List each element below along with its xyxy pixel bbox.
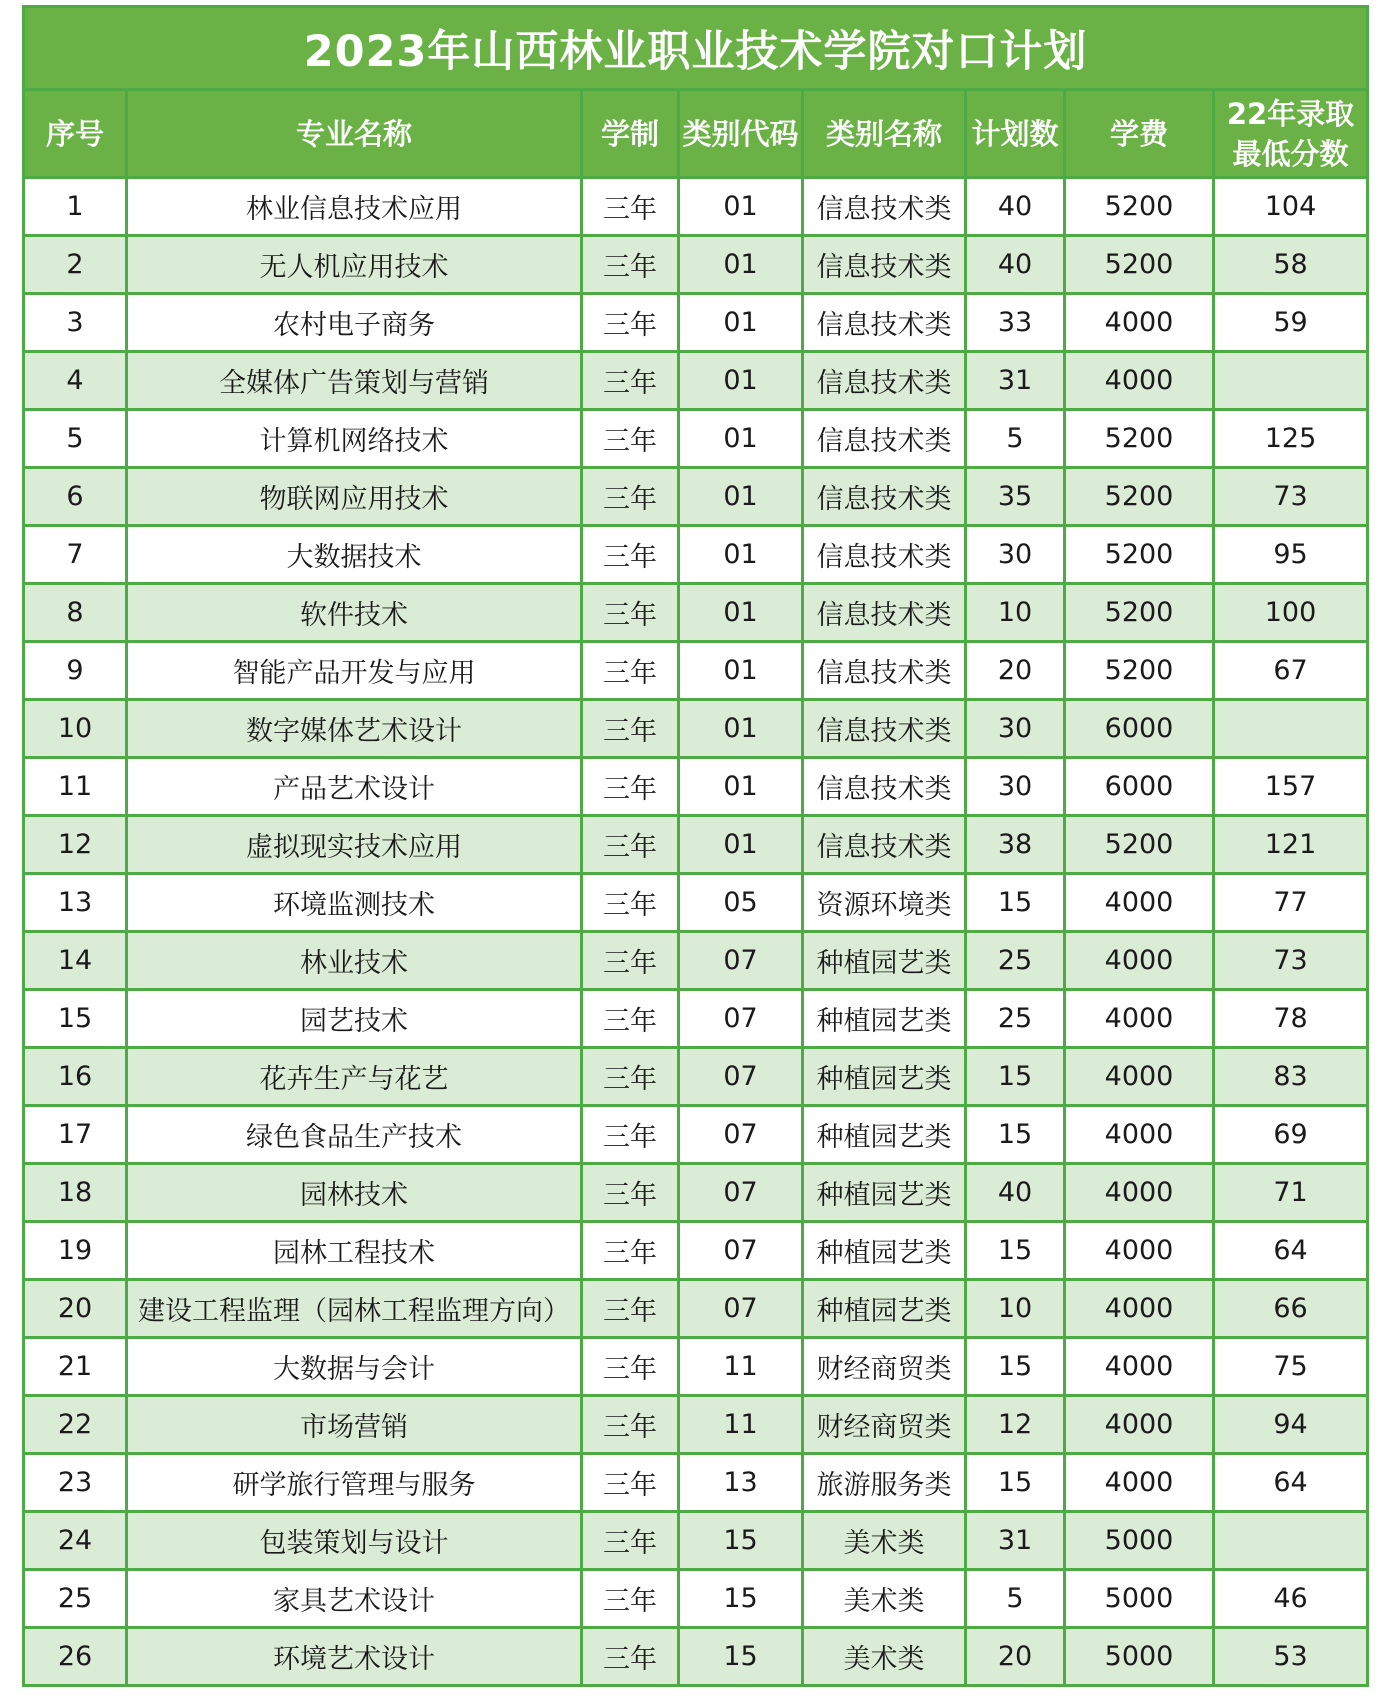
table-row [24,932,1368,990]
table-body [24,178,1368,1686]
cell-plan-count: 15 [966,1048,1065,1106]
cell-index: 23 [24,1454,127,1512]
enrollment-plan-sheet [22,5,1366,1687]
cell-index: 15 [24,990,127,1048]
table-row [24,1396,1368,1454]
cell-category-code: 05 [679,874,803,932]
cell-duration: 三年 [582,468,679,526]
cell-category-name: 美术类 [803,1628,966,1686]
cell-plan-count: 33 [966,294,1065,352]
cell-index: 16 [24,1048,127,1106]
cell-plan-count: 40 [966,178,1065,236]
header-category-code: 类别代码 [679,90,803,178]
cell-major-name: 林业信息技术应用 [127,178,582,236]
cell-plan-count: 15 [966,1338,1065,1396]
cell-category-name: 信息技术类 [803,584,966,642]
cell-plan-count: 30 [966,758,1065,816]
cell-duration: 三年 [582,178,679,236]
cell-index: 1 [24,178,127,236]
cell-index: 9 [24,642,127,700]
cell-min-score: 77 [1214,874,1368,932]
cell-plan-count: 10 [966,584,1065,642]
cell-category-name: 种植园艺类 [803,932,966,990]
cell-duration: 三年 [582,352,679,410]
header-duration: 学制 [582,90,679,178]
cell-min-score: 104 [1214,178,1368,236]
cell-min-score: 73 [1214,468,1368,526]
cell-min-score [1214,352,1368,410]
cell-plan-count: 30 [966,700,1065,758]
cell-category-code: 01 [679,410,803,468]
cell-category-code: 01 [679,584,803,642]
cell-category-name: 信息技术类 [803,526,966,584]
header-index: 序号 [24,90,127,178]
cell-major-name: 包装策划与设计 [127,1512,582,1570]
table-row [24,642,1368,700]
header-row [24,90,1368,178]
cell-min-score: 94 [1214,1396,1368,1454]
cell-min-score: 64 [1214,1454,1368,1512]
cell-major-name: 绿色食品生产技术 [127,1106,582,1164]
cell-plan-count: 31 [966,1512,1065,1570]
cell-tuition: 4000 [1065,1222,1214,1280]
cell-major-name: 产品艺术设计 [127,758,582,816]
cell-plan-count: 20 [966,642,1065,700]
cell-category-name: 美术类 [803,1512,966,1570]
cell-plan-count: 10 [966,1280,1065,1338]
cell-major-name: 花卉生产与花艺 [127,1048,582,1106]
cell-category-code: 11 [679,1396,803,1454]
cell-category-name: 信息技术类 [803,410,966,468]
cell-category-code: 15 [679,1628,803,1686]
header-min-score: 22年录取最低分数 [1214,90,1368,178]
cell-min-score: 100 [1214,584,1368,642]
table-row [24,1222,1368,1280]
cell-duration: 三年 [582,1222,679,1280]
cell-category-name: 信息技术类 [803,468,966,526]
table-title: 2023年山西林业职业技术学院对口计划 [24,7,1368,90]
cell-category-code: 01 [679,468,803,526]
cell-duration: 三年 [582,584,679,642]
cell-tuition: 6000 [1065,700,1214,758]
header-category-name: 类别名称 [803,90,966,178]
cell-tuition: 5200 [1065,178,1214,236]
cell-category-code: 01 [679,700,803,758]
cell-index: 25 [24,1570,127,1628]
cell-major-name: 大数据技术 [127,526,582,584]
cell-category-name: 信息技术类 [803,178,966,236]
cell-index: 14 [24,932,127,990]
table-row [24,236,1368,294]
table-row [24,1280,1368,1338]
cell-min-score: 83 [1214,1048,1368,1106]
cell-major-name: 研学旅行管理与服务 [127,1454,582,1512]
cell-index: 21 [24,1338,127,1396]
cell-major-name: 数字媒体艺术设计 [127,700,582,758]
cell-category-code: 07 [679,1222,803,1280]
cell-category-name: 种植园艺类 [803,1048,966,1106]
cell-duration: 三年 [582,874,679,932]
cell-category-code: 07 [679,932,803,990]
table-row [24,1338,1368,1396]
cell-major-name: 环境监测技术 [127,874,582,932]
table-row [24,1048,1368,1106]
cell-tuition: 5200 [1065,526,1214,584]
cell-major-name: 智能产品开发与应用 [127,642,582,700]
cell-index: 2 [24,236,127,294]
cell-category-code: 07 [679,990,803,1048]
cell-tuition: 4000 [1065,352,1214,410]
cell-major-name: 家具艺术设计 [127,1570,582,1628]
cell-min-score [1214,700,1368,758]
cell-index: 10 [24,700,127,758]
cell-plan-count: 5 [966,410,1065,468]
header-plan-count: 计划数 [966,90,1065,178]
cell-duration: 三年 [582,1396,679,1454]
cell-tuition: 5000 [1065,1570,1214,1628]
cell-major-name: 无人机应用技术 [127,236,582,294]
cell-category-name: 信息技术类 [803,352,966,410]
cell-duration: 三年 [582,1106,679,1164]
table-row [24,352,1368,410]
cell-category-name: 美术类 [803,1570,966,1628]
cell-category-name: 旅游服务类 [803,1454,966,1512]
cell-index: 22 [24,1396,127,1454]
header-major-name: 专业名称 [127,90,582,178]
cell-category-code: 15 [679,1512,803,1570]
cell-major-name: 农村电子商务 [127,294,582,352]
cell-category-name: 种植园艺类 [803,990,966,1048]
cell-tuition: 4000 [1065,1280,1214,1338]
cell-major-name: 全媒体广告策划与营销 [127,352,582,410]
table-row [24,1164,1368,1222]
cell-min-score: 69 [1214,1106,1368,1164]
cell-tuition: 5000 [1065,1512,1214,1570]
cell-major-name: 软件技术 [127,584,582,642]
cell-tuition: 5200 [1065,468,1214,526]
cell-min-score: 67 [1214,642,1368,700]
cell-category-name: 种植园艺类 [803,1164,966,1222]
cell-duration: 三年 [582,1338,679,1396]
cell-plan-count: 15 [966,1106,1065,1164]
table-row [24,468,1368,526]
cell-category-name: 财经商贸类 [803,1338,966,1396]
cell-plan-count: 40 [966,236,1065,294]
cell-min-score: 66 [1214,1280,1368,1338]
cell-plan-count: 15 [966,1222,1065,1280]
cell-major-name: 物联网应用技术 [127,468,582,526]
cell-plan-count: 40 [966,1164,1065,1222]
cell-min-score [1214,1512,1368,1570]
cell-plan-count: 30 [966,526,1065,584]
table-row [24,1106,1368,1164]
cell-tuition: 4000 [1065,990,1214,1048]
cell-duration: 三年 [582,1512,679,1570]
cell-category-name: 信息技术类 [803,642,966,700]
cell-tuition: 4000 [1065,874,1214,932]
table-row [24,874,1368,932]
cell-plan-count: 20 [966,1628,1065,1686]
cell-index: 19 [24,1222,127,1280]
cell-plan-count: 15 [966,874,1065,932]
cell-category-code: 01 [679,526,803,584]
cell-category-name: 资源环境类 [803,874,966,932]
cell-tuition: 4000 [1065,1338,1214,1396]
cell-min-score: 75 [1214,1338,1368,1396]
cell-duration: 三年 [582,1048,679,1106]
cell-min-score: 53 [1214,1628,1368,1686]
cell-category-code: 07 [679,1048,803,1106]
cell-index: 12 [24,816,127,874]
cell-min-score: 125 [1214,410,1368,468]
cell-category-name: 信息技术类 [803,816,966,874]
cell-plan-count: 38 [966,816,1065,874]
cell-major-name: 市场营销 [127,1396,582,1454]
table-row [24,178,1368,236]
cell-tuition: 5200 [1065,816,1214,874]
cell-plan-count: 15 [966,1454,1065,1512]
cell-index: 24 [24,1512,127,1570]
cell-tuition: 5000 [1065,1628,1214,1686]
cell-major-name: 林业技术 [127,932,582,990]
cell-category-name: 种植园艺类 [803,1222,966,1280]
cell-tuition: 5200 [1065,236,1214,294]
table-row [24,1570,1368,1628]
table-row [24,758,1368,816]
cell-tuition: 4000 [1065,1454,1214,1512]
cell-category-code: 01 [679,294,803,352]
cell-duration: 三年 [582,816,679,874]
cell-index: 17 [24,1106,127,1164]
table-row [24,990,1368,1048]
cell-category-code: 07 [679,1280,803,1338]
cell-category-name: 种植园艺类 [803,1106,966,1164]
cell-category-name: 信息技术类 [803,758,966,816]
cell-tuition: 4000 [1065,1048,1214,1106]
cell-category-code: 01 [679,642,803,700]
cell-category-code: 01 [679,758,803,816]
cell-duration: 三年 [582,1164,679,1222]
cell-category-name: 信息技术类 [803,294,966,352]
cell-min-score: 78 [1214,990,1368,1048]
cell-category-name: 信息技术类 [803,700,966,758]
cell-duration: 三年 [582,932,679,990]
cell-major-name: 建设工程监理（园林工程监理方向） [127,1280,582,1338]
cell-index: 8 [24,584,127,642]
cell-index: 20 [24,1280,127,1338]
cell-plan-count: 12 [966,1396,1065,1454]
cell-major-name: 园艺技术 [127,990,582,1048]
cell-major-name: 虚拟现实技术应用 [127,816,582,874]
cell-duration: 三年 [582,642,679,700]
cell-category-code: 07 [679,1164,803,1222]
cell-major-name: 园林技术 [127,1164,582,1222]
cell-index: 6 [24,468,127,526]
cell-duration: 三年 [582,1628,679,1686]
cell-category-code: 11 [679,1338,803,1396]
cell-major-name: 环境艺术设计 [127,1628,582,1686]
cell-min-score: 64 [1214,1222,1368,1280]
cell-tuition: 4000 [1065,294,1214,352]
cell-index: 4 [24,352,127,410]
cell-category-name: 种植园艺类 [803,1280,966,1338]
cell-major-name: 大数据与会计 [127,1338,582,1396]
cell-plan-count: 25 [966,932,1065,990]
cell-duration: 三年 [582,990,679,1048]
cell-duration: 三年 [582,1454,679,1512]
cell-tuition: 4000 [1065,932,1214,990]
cell-index: 3 [24,294,127,352]
cell-duration: 三年 [582,758,679,816]
table-row [24,1512,1368,1570]
cell-duration: 三年 [582,526,679,584]
cell-min-score: 95 [1214,526,1368,584]
cell-category-code: 15 [679,1570,803,1628]
cell-tuition: 6000 [1065,758,1214,816]
cell-category-code: 13 [679,1454,803,1512]
cell-category-name: 信息技术类 [803,236,966,294]
cell-tuition: 4000 [1065,1106,1214,1164]
cell-min-score: 58 [1214,236,1368,294]
table-row [24,700,1368,758]
cell-major-name: 园林工程技术 [127,1222,582,1280]
cell-index: 18 [24,1164,127,1222]
cell-index: 7 [24,526,127,584]
cell-plan-count: 5 [966,1570,1065,1628]
cell-category-code: 01 [679,816,803,874]
cell-min-score: 46 [1214,1570,1368,1628]
table-row [24,1628,1368,1686]
cell-index: 11 [24,758,127,816]
cell-tuition: 5200 [1065,410,1214,468]
cell-category-code: 01 [679,352,803,410]
cell-index: 26 [24,1628,127,1686]
cell-duration: 三年 [582,294,679,352]
table-row [24,294,1368,352]
cell-min-score: 157 [1214,758,1368,816]
cell-tuition: 5200 [1065,584,1214,642]
header-tuition: 学费 [1065,90,1214,178]
cell-tuition: 5200 [1065,642,1214,700]
cell-tuition: 4000 [1065,1164,1214,1222]
cell-category-code: 01 [679,236,803,294]
table-row [24,526,1368,584]
cell-category-code: 01 [679,178,803,236]
cell-plan-count: 31 [966,352,1065,410]
cell-index: 5 [24,410,127,468]
cell-plan-count: 25 [966,990,1065,1048]
table-row [24,816,1368,874]
cell-tuition: 4000 [1065,1396,1214,1454]
cell-index: 13 [24,874,127,932]
table-row [24,1454,1368,1512]
table-row [24,410,1368,468]
cell-major-name: 计算机网络技术 [127,410,582,468]
cell-min-score: 121 [1214,816,1368,874]
cell-min-score: 73 [1214,932,1368,990]
cell-duration: 三年 [582,700,679,758]
cell-duration: 三年 [582,1280,679,1338]
cell-duration: 三年 [582,1570,679,1628]
cell-min-score: 71 [1214,1164,1368,1222]
cell-category-name: 财经商贸类 [803,1396,966,1454]
cell-category-code: 07 [679,1106,803,1164]
cell-duration: 三年 [582,236,679,294]
cell-duration: 三年 [582,410,679,468]
table-row [24,584,1368,642]
enrollment-plan-table [22,5,1369,1687]
cell-min-score: 59 [1214,294,1368,352]
cell-plan-count: 35 [966,468,1065,526]
